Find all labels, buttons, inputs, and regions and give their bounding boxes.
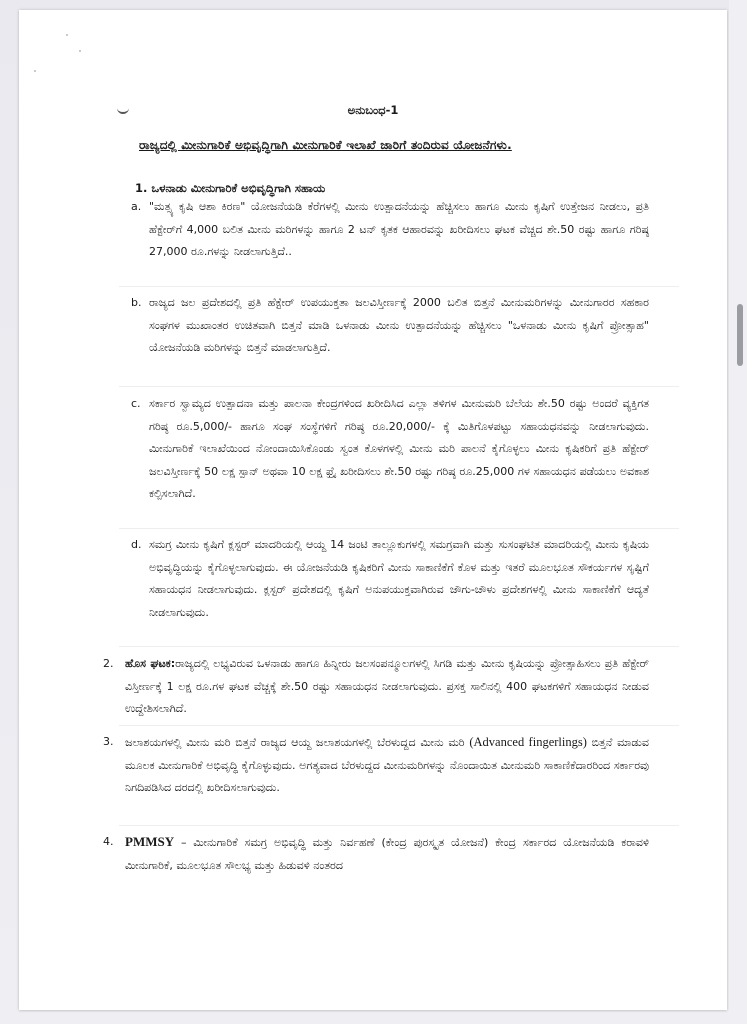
item-marker: a. — [131, 200, 142, 213]
item-marker: d. — [131, 538, 142, 551]
divider — [119, 528, 679, 529]
divider — [119, 725, 679, 726]
section-2 — [103, 653, 649, 721]
section-3-text-after: ಬಿತ್ತನೆ ಮಾಡುವ ಮೂಲಕ ಮೀನುಗಾರಿಕೆ ಅಭಿವೃದ್ಧಿ ಕೈಗೊಳ್ಳುವುದು. ಅಗತ್ಯವಾದ ಬೆರಳುದ್ದದ ಮೀನುಮರಿಗಳನ್ನು ನೊಂದಾಯಿತ ಮೀನುಮರಿ ಸಾಕಾಣಿಕೆದಾರರಿಂದ ಸರ್ಕಾರವು ನಿಗದಿಪಡಿಸಿದ ದರದಲ್ಲಿ ಖರೀದಿಸಲಾಗುವುದು. — [125, 736, 649, 794]
item-text: ಸಮಗ್ರ ಮೀನು ಕೃಷಿಗೆ ಕ್ಲಸ್ಟರ್ ಮಾದರಿಯಲ್ಲಿ ಆಯ್ದ 14 ಜಂಟಿ ತಾಲ್ಲೂಕುಗಳಲ್ಲಿ ಸಮಗ್ರವಾಗಿ ಮತ್ತು ಸುಸಂಘಟಿತ ಮಾದರಿಯಲ್ಲಿ ಮೀನು ಕೃಷಿಯ ಅಭಿವೃದ್ಧಿಯನ್ನು ಕೈಗೊಳ್ಳಲಾಗುವುದು. ಈ ಯೋಜನೆಯಡಿ ಕೃಷಿಕರಿಗೆ ಮೀನು ಸಾಕಾಣಿಕೆಗೆ ಕೊಳ ಮತ್ತು ಇತರೆ ಮೂಲಭೂತ ಸೌಕರ್ಯಗಳ ಸೃಷ್ಟಿಗೆ ಸಹಾಯಧನ ನೀಡಲಾಗುವುದು. ಕ್ಲಸ್ಟರ್ ಪ್ರದೇಶದಲ್ಲಿ ಕೃಷಿಗೆ ಅನುಪಯುಕ್ತವಾಗಿರುವ ಜೌಗು-ಚೌಳು ಪ್ರದೇಶಗಳಲ್ಲಿ ಮೀನು ಸಾಕಾಣಿಕೆಗೆ ಆದ್ಯತೆ ನೀಡಲಾಗುವುದು. — [149, 538, 649, 619]
document-page — [19, 10, 727, 1010]
section-4 — [103, 831, 649, 877]
list-item-c — [131, 393, 649, 506]
item-text: "ಮತ್ಸ್ಯ ಕೃಷಿ ಆಶಾ ಕಿರಣ" ಯೋಜನೆಯಡಿ ಕೆರೆಗಳಲ್ಲಿ ಮೀನು ಉತ್ಪಾದನೆಯನ್ನು ಹೆಚ್ಚಿಸಲು ಹಾಗೂ ಮೀನು ಕೃಷಿಗೆ ಉತ್ತೇಜನ ನೀಡಲು, ಪ್ರತಿ ಹೆಕ್ಟೇರ್‌ಗೆ 4,000 ಬಲಿತ ಮೀನು ಮರಿಗಳನ್ನು ಹಾಗೂ 2 ಟನ್ ಕೃತಕ ಆಹಾರವನ್ನು ಖರೀದಿಸಲು ಘಟಕ ವೆಚ್ಚದ ಶೇ.50 ರಷ್ಟು ಹಾಗೂ ಗರಿಷ್ಠ 27,000 ರೂ.ಗಳನ್ನು ನೀಡಲಾಗುತ್ತಿದೆ.. — [149, 200, 649, 258]
document-body — [19, 10, 727, 1010]
section-3 — [103, 731, 649, 800]
item-marker: b. — [131, 296, 142, 309]
annex-title: ಅನುಬಂಧ-1 — [347, 103, 399, 117]
item-text: ಸರ್ಕಾರ ಸ್ವಾಮ್ಯದ ಉತ್ಪಾದನಾ ಮತ್ತು ಪಾಲನಾ ಕೇಂದ್ರಗಳಿಂದ ಖರೀದಿಸಿದ ಎಲ್ಲಾ ತಳಿಗಳ ಮೀನುಮರಿ ಬೆಲೆಯ ಶೇ.50 ರಷ್ಟು ಅಂದರೆ ವ್ಯಕ್ತಿಗತ ಗರಿಷ್ಠ ರೂ.5,000/- ಹಾಗೂ ಸಂಘ ಸಂಸ್ಥೆಗಳಿಗೆ ಗರಿಷ್ಠ ರೂ.20,000/- ಕ್ಕೆ ಮಿತಿಗೊಳಪಟ್ಟು ಸಹಾಯಧನವನ್ನು ನೀಡಲಾಗುವುದು. ಮೀನುಗಾರಿಕೆ ಇಲಾಖೆಯಿಂದ ನೋಂದಾಯಿಸಿಕೊಂಡು ಸ್ವಂತ ಕೊಳಗಳಲ್ಲಿ ಮೀನು ಮರಿ ಪಾಲನೆ ಕೈಗೊಳ್ಳಲು ಮೀನು ಕೃಷಿಕರಿಗೆ ಪ್ರತಿ ಹೆಕ್ಟೇರ್ ಜಲವಿಸ್ತೀರ್ಣಕ್ಕೆ 50 ಲಕ್ಷ ಸ್ಪಾನ್ ಅಥವಾ 10 ಲಕ್ಷ ಫ್ರೈ ಖರೀದಿಸಲು ಶೇ.50 ರಷ್ಟು ಗರಿಷ್ಠ ರೂ.25,000 ಗಳ ಸಹಾಯಧನ ಪಡೆಯಲು ಅವಕಾಶ ಕಲ್ಪಿಸಲಾಗಿದೆ. — [149, 397, 649, 500]
section-1-number: 1. — [135, 181, 148, 195]
section-4-number: 4. — [103, 835, 114, 848]
list-item-d — [131, 534, 649, 624]
item-text: ರಾಜ್ಯದ ಜಲ ಪ್ರದೇಶದಲ್ಲಿ ಪ್ರತಿ ಹೆಕ್ಟೇರ್ ಉಪಯುಕ್ತತಾ ಜಲವಿಸ್ತೀರ್ಣಕ್ಕೆ 2000 ಬಲಿತ ಬಿತ್ತನೆ ಮೀನುಮರಿಗಳನ್ನು ಮೀನುಗಾರರ ಸಹಕಾರ ಸಂಘಗಳ ಮುಖಾಂತರ ಉಚಿತವಾಗಿ ಬಿತ್ತನೆ ಮಾಡಿ ಒಳನಾಡು ಮೀನು ಉತ್ಪಾದನೆಯನ್ನು ಹೆಚ್ಚಿಸಲು "ಒಳನಾಡು ಮೀನು ಕೃಷಿಗೆ ಪ್ರೋತ್ಸಾಹ" ಯೋಜನೆಯಡಿ ಮರಿಗಳನ್ನು ಬಿತ್ತನೆ ಮಾಡಲಾಗುತ್ತಿದೆ. — [149, 296, 649, 354]
main-title: ರಾಜ್ಯದಲ್ಲಿ ಮೀನುಗಾರಿಕೆ ಅಭಿವೃದ್ಧಿಗಾಗಿ ಮೀನುಗಾರಿಕೆ ಇಲಾಖೆ ಜಾರಿಗೆ ತಂದಿರುವ ಯೋಜನೆಗಳು. — [139, 138, 512, 152]
divider — [119, 646, 679, 647]
section-2-lead: ಹೊಸ ಘಟಕ: — [125, 657, 176, 670]
scrollbar-track[interactable] — [729, 0, 747, 1024]
item-marker: c. — [131, 397, 141, 410]
section-3-number: 3. — [103, 735, 114, 748]
section-4-text: – ಮೀನುಗಾರಿಕೆ ಸಮಗ್ರ ಅಭಿವೃದ್ಧಿ ಮತ್ತು ನಿರ್ವಹಣೆ (ಕೇಂದ್ರ ಪುರಸ್ಕೃತ ಯೋಜನೆ) ಕೇಂದ್ರ ಸರ್ಕಾರದ ಯೋಜನೆಯಡಿ ಕರಾವಳಿ ಮೀನುಗಾರಿಕೆ, ಮೂಲಭೂತ ಸೌಲಭ್ಯ ಮತ್ತು ಹಿಡುವಳಿ ನಂತರದ — [125, 836, 649, 872]
list-item-a — [131, 196, 649, 264]
section-3-text-before: ಜಲಾಶಯಗಳಲ್ಲಿ ಮೀನು ಮರಿ ಬಿತ್ತನೆ ರಾಜ್ಯದ ಆಯ್ದ ಜಲಾಶಯಗಳಲ್ಲಿ ಬೆರಳುದ್ದದ ಮೀನು ಮರಿ — [125, 736, 470, 749]
list-item-b — [131, 292, 649, 360]
divider — [119, 386, 679, 387]
section-2-number: 2. — [103, 657, 114, 670]
section-1-heading — [135, 181, 325, 196]
scrollbar-thumb[interactable] — [737, 304, 743, 366]
section-2-text: ರಾಜ್ಯದಲ್ಲಿ ಲಭ್ಯವಿರುವ ಒಳನಾಡು ಹಾಗೂ ಹಿನ್ನೀರು ಜಲಸಂಪನ್ಮೂಲಗಳಲ್ಲಿ ಸಿಗಡಿ ಮತ್ತು ಮೀನು ಕೃಷಿಯನ್ನು ಪ್ರೋತ್ಸಾಹಿಸಲು ಪ್ರತಿ ಹೆಕ್ಟೇರ್ ವಿಸ್ತೀರ್ಣಕ್ಕೆ 1 ಲಕ್ಷ ರೂ.ಗಳ ಘಟಕ ವೆಚ್ಚಕ್ಕೆ ಶೇ.50 ರಷ್ಟು ಸಹಾಯಧನ ನೀಡಲಾಗುವುದು. ಪ್ರಸಕ್ತ ಸಾಲಿನಲ್ಲಿ 400 ಘಟಕಗಳಿಗೆ ಸಹಾಯಧನ ನೀಡುವ ಉದ್ದೇಶಿಸಲಾಗಿದೆ. — [125, 657, 649, 715]
divider — [119, 286, 679, 287]
divider — [119, 825, 679, 826]
section-1-title: ಒಳನಾಡು ಮೀನುಗಾರಿಕೆ ಅಭಿವೃದ್ಧಿಗಾಗಿ ಸಹಾಯ — [151, 181, 326, 195]
section-4-lead: PMMSY — [125, 834, 175, 849]
section-3-english-term: (Advanced fingerlings) — [469, 735, 587, 749]
